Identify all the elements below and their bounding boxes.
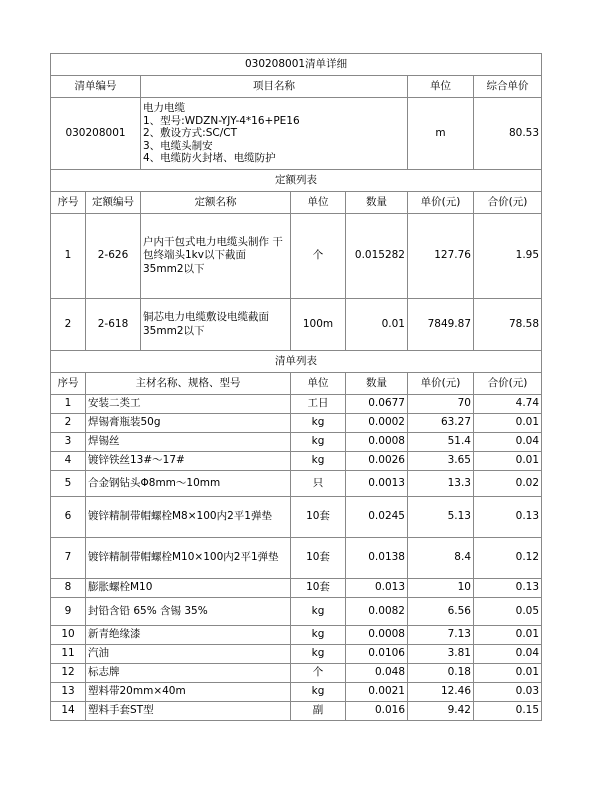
quota-name-header: 定额名称 bbox=[141, 192, 291, 214]
material-qty: 0.0008 bbox=[346, 433, 408, 452]
material-unit: 副 bbox=[291, 702, 346, 721]
bill-desc-line: 电力电缆 bbox=[143, 102, 185, 115]
material-unit: 10套 bbox=[291, 497, 346, 538]
material-row bbox=[51, 395, 542, 414]
material-seq: 13 bbox=[51, 683, 86, 702]
material-unit: 个 bbox=[291, 664, 346, 683]
material-seq: 3 bbox=[51, 433, 86, 452]
material-name: 标志牌 bbox=[86, 664, 291, 683]
material-row bbox=[51, 471, 542, 497]
material-unit: 10套 bbox=[291, 538, 346, 579]
material-seq: 12 bbox=[51, 664, 86, 683]
material-name: 汽油 bbox=[86, 645, 291, 664]
quota-unit-price: 7849.87 bbox=[408, 299, 474, 351]
material-qty: 0.016 bbox=[346, 702, 408, 721]
bill-desc-line: 1、型号:WDZN-YJY-4*16+PE16 bbox=[143, 114, 300, 127]
material-unit: 10套 bbox=[291, 579, 346, 598]
quota-code: 2-618 bbox=[86, 299, 141, 351]
material-unit: kg bbox=[291, 433, 346, 452]
bill-price: 80.53 bbox=[474, 98, 542, 170]
bill-code: 030208001 bbox=[51, 98, 141, 170]
material-row bbox=[51, 702, 542, 721]
material-unit: kg bbox=[291, 683, 346, 702]
material-unit-price: 3.65 bbox=[408, 452, 474, 471]
bill-unit: m bbox=[408, 98, 474, 170]
material-row bbox=[51, 433, 542, 452]
bill-unit-header: 单位 bbox=[408, 76, 474, 98]
quota-total: 1.95 bbox=[474, 214, 542, 299]
material-total: 0.13 bbox=[474, 579, 542, 598]
material-total: 0.01 bbox=[474, 626, 542, 645]
material-total: 0.01 bbox=[474, 664, 542, 683]
quota-qty: 0.01 bbox=[346, 299, 408, 351]
material-row bbox=[51, 598, 542, 626]
material-row bbox=[51, 414, 542, 433]
material-name: 安装二类工 bbox=[86, 395, 291, 414]
material-seq-header: 序号 bbox=[51, 373, 86, 395]
material-total: 0.13 bbox=[474, 497, 542, 538]
bill-desc-line: 4、电缆防火封堵、电缆防护 bbox=[143, 152, 276, 165]
material-qty: 0.0082 bbox=[346, 598, 408, 626]
material-total: 0.01 bbox=[474, 452, 542, 471]
bill-price-header: 综合单价 bbox=[474, 76, 542, 98]
material-section-title: 清单列表 bbox=[51, 351, 542, 373]
material-name: 焊锡丝 bbox=[86, 433, 291, 452]
quota-unit-price: 127.76 bbox=[408, 214, 474, 299]
quota-row bbox=[51, 299, 542, 351]
material-total: 0.05 bbox=[474, 598, 542, 626]
material-unit-price: 5.13 bbox=[408, 497, 474, 538]
material-unit: 只 bbox=[291, 471, 346, 497]
quota-seq: 1 bbox=[51, 214, 86, 299]
material-unit-price: 0.18 bbox=[408, 664, 474, 683]
material-unit: kg bbox=[291, 645, 346, 664]
quota-seq: 2 bbox=[51, 299, 86, 351]
material-row bbox=[51, 683, 542, 702]
bill-item-description bbox=[141, 98, 408, 170]
material-row bbox=[51, 538, 542, 579]
material-row bbox=[51, 452, 542, 471]
material-seq: 1 bbox=[51, 395, 86, 414]
material-qty: 0.0008 bbox=[346, 626, 408, 645]
material-total: 0.12 bbox=[474, 538, 542, 579]
quota-total: 78.58 bbox=[474, 299, 542, 351]
material-name: 塑料带20mm×40m bbox=[86, 683, 291, 702]
material-qty: 0.0021 bbox=[346, 683, 408, 702]
quota-section-title: 定额列表 bbox=[51, 170, 542, 192]
material-name: 合金钢钻头Φ8mm～10mm bbox=[86, 471, 291, 497]
material-row bbox=[51, 497, 542, 538]
bill-detail-table bbox=[50, 53, 542, 721]
quota-unit-price-header: 单价(元) bbox=[408, 192, 474, 214]
bill-code-header: 清单编号 bbox=[51, 76, 141, 98]
material-unit: 工日 bbox=[291, 395, 346, 414]
quota-row bbox=[51, 214, 542, 299]
material-unit-price: 63.27 bbox=[408, 414, 474, 433]
material-qty: 0.0013 bbox=[346, 471, 408, 497]
material-seq: 10 bbox=[51, 626, 86, 645]
material-unit-price: 8.4 bbox=[408, 538, 474, 579]
material-row bbox=[51, 579, 542, 598]
material-name-header: 主材名称、规格、型号 bbox=[86, 373, 291, 395]
material-name: 塑料手套ST型 bbox=[86, 702, 291, 721]
material-unit-price: 7.13 bbox=[408, 626, 474, 645]
material-unit-price: 70 bbox=[408, 395, 474, 414]
material-seq: 4 bbox=[51, 452, 86, 471]
material-qty: 0.048 bbox=[346, 664, 408, 683]
material-total: 0.04 bbox=[474, 645, 542, 664]
material-name: 镀锌精制带帽螺栓M10×100内2平1弹垫 bbox=[86, 538, 291, 579]
material-qty-header: 数量 bbox=[346, 373, 408, 395]
material-unit-price: 6.56 bbox=[408, 598, 474, 626]
material-qty: 0.0245 bbox=[346, 497, 408, 538]
material-qty: 0.013 bbox=[346, 579, 408, 598]
material-unit: kg bbox=[291, 598, 346, 626]
material-name: 封铅含铅 65% 含锡 35% bbox=[86, 598, 291, 626]
material-total: 0.03 bbox=[474, 683, 542, 702]
material-unit-price-header: 单价(元) bbox=[408, 373, 474, 395]
material-qty: 0.0138 bbox=[346, 538, 408, 579]
table-title: 030208001清单详细 bbox=[51, 54, 542, 76]
material-unit-header: 单位 bbox=[291, 373, 346, 395]
material-total: 0.02 bbox=[474, 471, 542, 497]
material-unit-price: 9.42 bbox=[408, 702, 474, 721]
quota-qty: 0.015282 bbox=[346, 214, 408, 299]
quota-qty-header: 数量 bbox=[346, 192, 408, 214]
quota-unit: 个 bbox=[291, 214, 346, 299]
material-unit-price: 13.3 bbox=[408, 471, 474, 497]
material-seq: 6 bbox=[51, 497, 86, 538]
quota-unit-header: 单位 bbox=[291, 192, 346, 214]
material-seq: 2 bbox=[51, 414, 86, 433]
quota-code-header: 定额编号 bbox=[86, 192, 141, 214]
material-unit: kg bbox=[291, 626, 346, 645]
quota-code: 2-626 bbox=[86, 214, 141, 299]
material-unit: kg bbox=[291, 452, 346, 471]
material-seq: 8 bbox=[51, 579, 86, 598]
bill-name-header: 项目名称 bbox=[141, 76, 408, 98]
material-seq: 9 bbox=[51, 598, 86, 626]
material-seq: 14 bbox=[51, 702, 86, 721]
material-unit-price: 3.81 bbox=[408, 645, 474, 664]
material-qty: 0.0002 bbox=[346, 414, 408, 433]
material-total: 0.15 bbox=[474, 702, 542, 721]
material-total: 0.01 bbox=[474, 414, 542, 433]
material-row bbox=[51, 626, 542, 645]
material-name: 膨胀螺栓M10 bbox=[86, 579, 291, 598]
material-total: 4.74 bbox=[474, 395, 542, 414]
material-name: 镀锌精制带帽螺栓M8×100内2平1弹垫 bbox=[86, 497, 291, 538]
material-seq: 7 bbox=[51, 538, 86, 579]
material-name: 镀锌铁丝13#～17# bbox=[86, 452, 291, 471]
material-total: 0.04 bbox=[474, 433, 542, 452]
quota-unit: 100m bbox=[291, 299, 346, 351]
material-seq: 5 bbox=[51, 471, 86, 497]
bill-desc-line: 2、敷设方式:SC/CT bbox=[143, 127, 237, 140]
material-row bbox=[51, 664, 542, 683]
material-name: 焊锡膏瓶装50g bbox=[86, 414, 291, 433]
material-unit-price: 51.4 bbox=[408, 433, 474, 452]
material-unit: kg bbox=[291, 414, 346, 433]
material-qty: 0.0677 bbox=[346, 395, 408, 414]
quota-seq-header: 序号 bbox=[51, 192, 86, 214]
bill-desc-line: 3、电缆头制安 bbox=[143, 139, 213, 152]
material-qty: 0.0106 bbox=[346, 645, 408, 664]
material-qty: 0.0026 bbox=[346, 452, 408, 471]
quota-name: 户内干包式电力电缆头制作 干包终端头1kv以下截面 35mm2以下 bbox=[141, 214, 291, 299]
material-unit-price: 12.46 bbox=[408, 683, 474, 702]
quota-total-header: 合价(元) bbox=[474, 192, 542, 214]
material-total-header: 合价(元) bbox=[474, 373, 542, 395]
material-name: 新青绝缘漆 bbox=[86, 626, 291, 645]
material-row bbox=[51, 645, 542, 664]
quota-name: 铜芯电力电缆敷设电缆截面 35mm2以下 bbox=[141, 299, 291, 351]
material-unit-price: 10 bbox=[408, 579, 474, 598]
material-seq: 11 bbox=[51, 645, 86, 664]
